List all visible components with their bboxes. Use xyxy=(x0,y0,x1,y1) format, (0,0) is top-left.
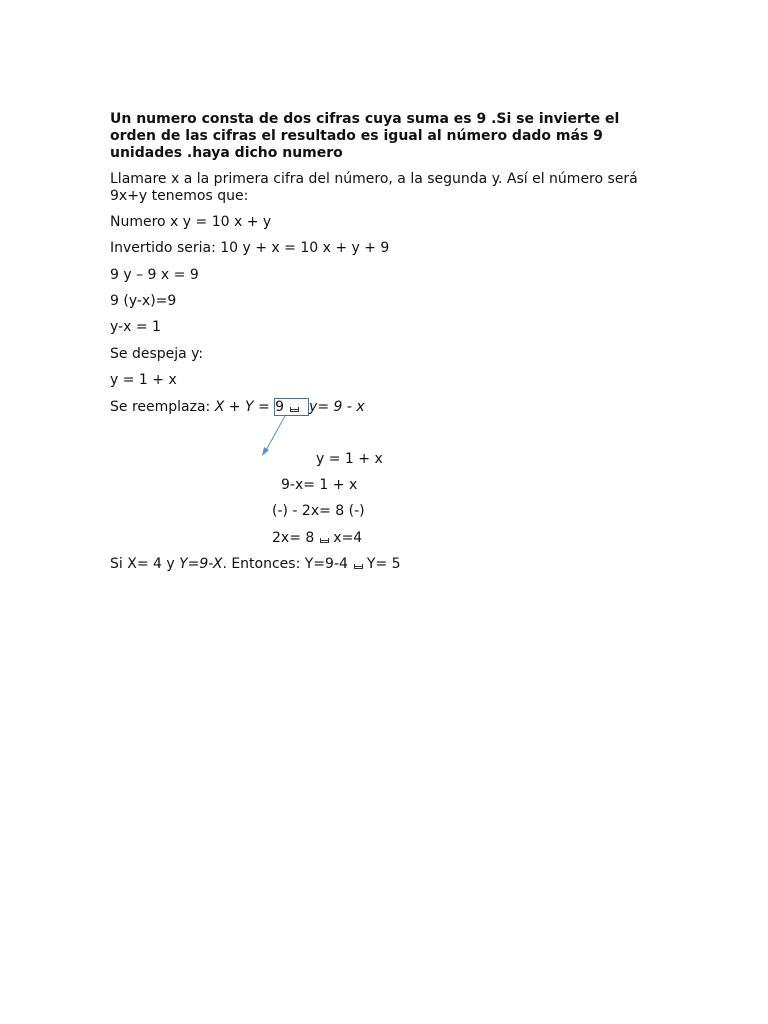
line-numero: Numero x y = 10 x + y xyxy=(110,214,272,230)
reemplaza-result: y= 9 - x xyxy=(309,399,365,415)
implies-arrow-icon xyxy=(354,564,363,569)
intro-paragraph: Llamare x a la primera cifra del número, a la segunda y. Así el número será 9x+y tenemos que: xyxy=(110,171,638,204)
line-step3: (-) - 2x= 8 (-) xyxy=(272,503,365,519)
line-final xyxy=(110,556,401,573)
final-part-b: Y=9-X xyxy=(179,556,223,572)
boxed-value-text: 9 xyxy=(275,399,285,415)
line-step1: y = 1 + x xyxy=(316,451,383,467)
implies-arrow-icon xyxy=(320,538,329,543)
final-part-d: Y= 5 xyxy=(366,556,401,572)
final-part-c: . Entonces: Y=9-4 xyxy=(222,556,348,572)
line-step2: 9-x= 1 + x xyxy=(281,477,358,493)
line-invertido: Invertido seria: 10 y + x = 10 x + y + 9 xyxy=(110,240,390,256)
reemplaza-label: Se reemplaza: xyxy=(110,399,215,415)
line-despeja: Se despeja y: xyxy=(110,346,204,362)
line-eq3: y-x = 1 xyxy=(110,319,161,335)
line-eq1: 9 y – 9 x = 9 xyxy=(110,267,199,283)
step4-right: x=4 xyxy=(333,530,363,546)
connector-arrow-icon xyxy=(255,412,295,462)
line-eq4: y = 1 + x xyxy=(110,372,177,388)
step4-left: 2x= 8 xyxy=(272,530,315,546)
line-step4 xyxy=(272,530,362,547)
line-reemplaza xyxy=(110,398,365,416)
reemplaza-expression: X + Y = xyxy=(214,399,275,415)
final-part-a: Si X= 4 y xyxy=(110,556,180,572)
line-eq2: 9 (y-x)=9 xyxy=(110,293,177,309)
problem-title: Un numero consta de dos cifras cuya suma es 9 .Si se invierte el orden de las cifras el resultado es igual al número dado más 9 unidades .haya dicho numero xyxy=(110,111,620,161)
